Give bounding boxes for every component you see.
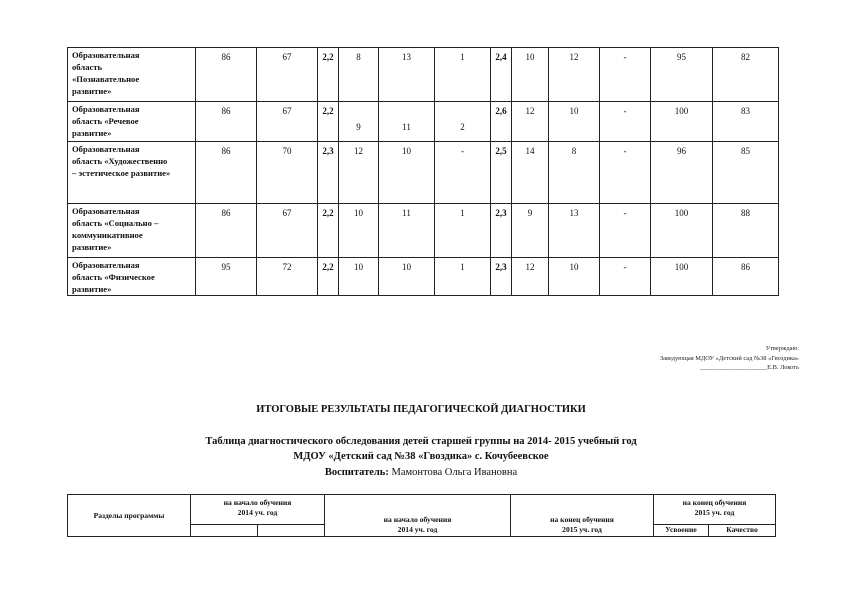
table-cell: 1 bbox=[435, 48, 491, 102]
table-cell: 67 bbox=[257, 48, 318, 102]
table-cell: 83 bbox=[713, 102, 779, 142]
table-cell: 2,5 bbox=[491, 142, 512, 204]
table-cell: 10 bbox=[512, 48, 549, 102]
document-title: ИТОГОВЫЕ РЕЗУЛЬТАТЫ ПЕДАГОГИЧЕСКОЙ ДИАГНОСТИКИ bbox=[256, 404, 586, 415]
table-cell: - bbox=[600, 142, 651, 204]
table-cell: 10 bbox=[379, 142, 435, 204]
table-cell: 2,2 bbox=[318, 102, 339, 142]
table-row bbox=[68, 142, 779, 204]
header-end-2015-a: на конец обучения 2015 уч. год bbox=[511, 495, 654, 537]
table-cell: 12 bbox=[339, 142, 379, 204]
table-cell: 2,2 bbox=[318, 48, 339, 102]
header-table bbox=[67, 494, 776, 537]
header-quality: Качество bbox=[709, 525, 776, 537]
table-cell: 1 bbox=[435, 204, 491, 258]
table-cell: 8 bbox=[339, 48, 379, 102]
table-cell: 67 bbox=[257, 102, 318, 142]
table-cell: 8 bbox=[549, 142, 600, 204]
results-table bbox=[67, 47, 779, 296]
table-cell: 100 bbox=[651, 102, 713, 142]
row-label-line: Образовательная bbox=[72, 260, 140, 270]
table-cell: 70 bbox=[257, 142, 318, 204]
table-cell: 86 bbox=[196, 48, 257, 102]
table-cell: 11 bbox=[379, 102, 435, 142]
table-row bbox=[68, 102, 779, 142]
row-label-line: развитие» bbox=[72, 284, 112, 294]
table-cell: 10 bbox=[339, 258, 379, 296]
approval-block bbox=[660, 344, 799, 373]
row-label-line: развитие» bbox=[72, 86, 112, 96]
table-cell: 10 bbox=[549, 258, 600, 296]
row-label-line: область «Речевое bbox=[72, 116, 139, 126]
table-cell: 14 bbox=[512, 142, 549, 204]
row-label bbox=[68, 48, 196, 102]
table-cell: - bbox=[600, 48, 651, 102]
approval-signature: _____________________Е.В. Локоть bbox=[699, 364, 799, 371]
table-cell: 100 bbox=[651, 204, 713, 258]
table-cell: 2,3 bbox=[491, 204, 512, 258]
table-cell: 10 bbox=[549, 102, 600, 142]
table-cell: 13 bbox=[379, 48, 435, 102]
table-cell: 2,4 bbox=[491, 48, 512, 102]
header-end-2015-b: на конец обучения 2015 уч. год bbox=[654, 495, 776, 525]
table-cell: 10 bbox=[379, 258, 435, 296]
table-cell: 2,3 bbox=[318, 142, 339, 204]
row-label-line: – эстетическое развитие» bbox=[72, 168, 171, 178]
table-cell: - bbox=[600, 102, 651, 142]
table-row bbox=[68, 204, 779, 258]
table-cell: 2,2 bbox=[318, 258, 339, 296]
row-label bbox=[68, 142, 196, 204]
header-sections: Разделы программы bbox=[68, 495, 191, 537]
row-label bbox=[68, 102, 196, 142]
header-empty-cell bbox=[191, 525, 258, 537]
row-label-line: «Познавательное bbox=[72, 74, 140, 84]
row-label bbox=[68, 258, 196, 296]
row-label-line: коммуникативное bbox=[72, 230, 143, 240]
table-cell: 95 bbox=[196, 258, 257, 296]
table-row bbox=[68, 258, 779, 296]
table-cell: 9 bbox=[339, 102, 379, 142]
row-label-line: Образовательная bbox=[72, 144, 140, 154]
table-cell: 1 bbox=[435, 258, 491, 296]
header-mastery: Усвоение bbox=[654, 525, 709, 537]
table-cell: 12 bbox=[512, 102, 549, 142]
table-cell: - bbox=[600, 204, 651, 258]
row-label-line: область «Социально – bbox=[72, 218, 159, 228]
table-cell: 9 bbox=[512, 204, 549, 258]
table-cell: - bbox=[600, 258, 651, 296]
table-cell: 85 bbox=[713, 142, 779, 204]
table-cell: 100 bbox=[651, 258, 713, 296]
header-start-2014-a: на начало обучения 2014 уч. год bbox=[191, 495, 325, 525]
table-cell: 82 bbox=[713, 48, 779, 102]
table-cell: 12 bbox=[512, 258, 549, 296]
table-cell: 10 bbox=[339, 204, 379, 258]
row-label-line: область «Художественно bbox=[72, 156, 168, 166]
header-empty-cell bbox=[258, 525, 325, 537]
table-cell: 2,6 bbox=[491, 102, 512, 142]
table-cell: 86 bbox=[196, 142, 257, 204]
teacher-name: Мамонтова Ольга Ивановна bbox=[391, 467, 518, 478]
row-label-line: развитие» bbox=[72, 242, 112, 252]
row-label-line: развитие» bbox=[72, 128, 112, 138]
table-cell: 96 bbox=[651, 142, 713, 204]
approval-position: Заведующая МДОУ «Детский сад №38 «Гвоздика» bbox=[659, 354, 799, 362]
table-cell: 2,3 bbox=[491, 258, 512, 296]
table-cell: 88 bbox=[713, 204, 779, 258]
table-cell: 11 bbox=[379, 204, 435, 258]
table-cell: 13 bbox=[549, 204, 600, 258]
table-cell: 67 bbox=[257, 204, 318, 258]
table-cell: 72 bbox=[257, 258, 318, 296]
table-cell: 2 bbox=[435, 102, 491, 142]
institution-subtitle: МДОУ «Детский сад №38 «Гвоздика» с. Кочубеевское bbox=[293, 451, 549, 462]
teacher-line bbox=[0, 467, 842, 478]
row-label-line: область bbox=[72, 62, 103, 72]
table-cell: 86 bbox=[713, 258, 779, 296]
teacher-label: Воспитатель: bbox=[324, 467, 389, 478]
table-cell: - bbox=[435, 142, 491, 204]
row-label-line: область «Физическое bbox=[72, 272, 155, 282]
row-label-line: Образовательная bbox=[72, 206, 140, 216]
row-label-line: Образовательная bbox=[72, 104, 140, 114]
table-cell: 2,2 bbox=[318, 204, 339, 258]
row-label bbox=[68, 204, 196, 258]
table-row bbox=[68, 48, 779, 102]
table-subtitle: Таблица диагностического обследования детей старшей группы на 2014- 2015 учебный год bbox=[205, 436, 637, 447]
table-cell: 95 bbox=[651, 48, 713, 102]
table-cell: 86 bbox=[196, 102, 257, 142]
table-cell: 86 bbox=[196, 204, 257, 258]
header-start-2014-b: на начало обучения 2014 уч. год bbox=[325, 495, 511, 537]
row-label-line: Образовательная bbox=[72, 50, 140, 60]
table-cell: 12 bbox=[549, 48, 600, 102]
approval-heading: Утверждаю: bbox=[765, 345, 799, 352]
